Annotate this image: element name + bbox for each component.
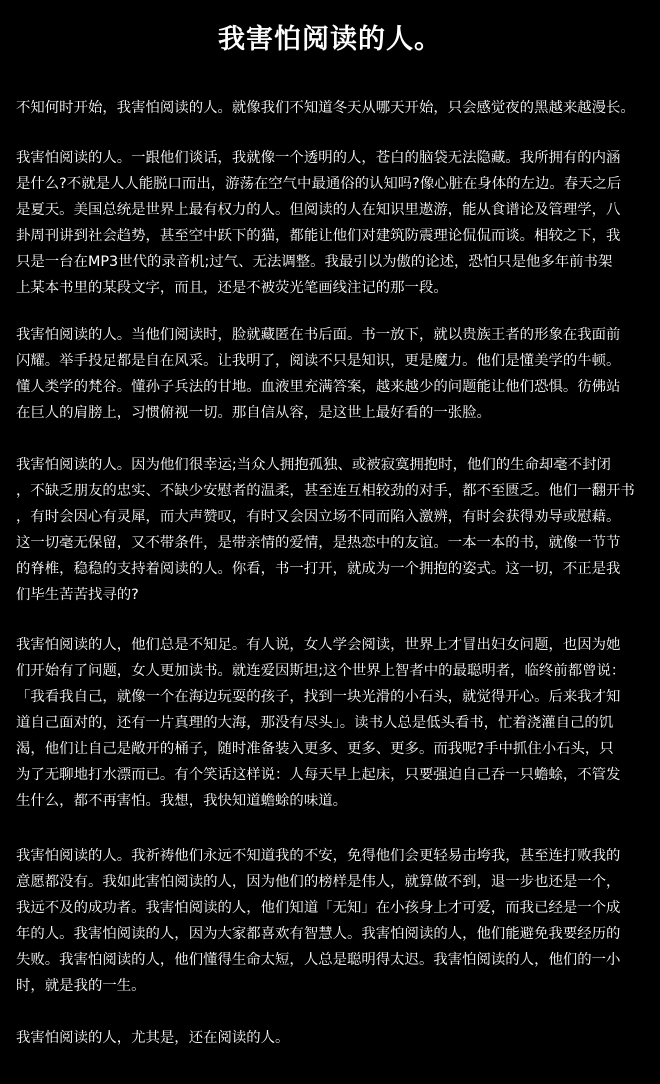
text-line: 们毕生苦苦找寻的? (16, 587, 139, 603)
text-line: 年的人。我害怕阅读的人，因为大家都喜欢有智慧人。我害怕阅读的人，他们能避免我要经历的 (16, 926, 621, 942)
text-line: 「我看我自己，就像一个在海边玩耍的孩子，找到一块光滑的小石头，就觉得开心。后来我才知 (16, 689, 621, 705)
text-line: 道自己面对的，还有一片真理的大海，那没有尽头」。读书人总是低头看书，忙着浇灌自己的饥 (16, 715, 614, 731)
text-line: 上某本书里的某段文字，而且，还是不被荧光笔画线注记的那一段。 (16, 280, 448, 296)
article-title: 我害怕阅读的人。 (218, 24, 442, 55)
text-line: 渴，他们让自己是敞开的桶子，随时准备装入更多、更多、更多。而我呢?手中抓住小石头，只 (16, 741, 614, 757)
text-line: 卦周刊讲到社会趋势，甚至空中跃下的猫，都能让他们对建筑防震理论侃侃而谈。相较之下，我 (16, 228, 621, 244)
text-line: 生什么，都不再害怕。我想，我快知道蟾蜍的味道。 (16, 793, 347, 809)
text-line: 懂人类学的梵谷。懂孙子兵法的甘地。血液里充满答案，越来越少的问题能让他们恐惧。彷佛站 (16, 379, 621, 395)
paragraph-1 (16, 95, 648, 121)
text-line: 失败。我害怕阅读的人，他们懂得生命太短，人总是聪明得太迟。我害怕阅读的人，他们的一小 (16, 952, 621, 968)
text-line: 我远不及的成功者。我害怕阅读的人，他们知道「无知」在小孩身上才可爱，而我已经是一个成 (16, 900, 621, 916)
text-line: 为了无聊地打水漂而已。有个笑话这样说：人每天早上起床，只要强迫自己吞一只蟾蜍，不管发 (16, 767, 621, 783)
text-line: 在巨人的肩膀上，习惯俯视一切。那自信从容，是这世上最好看的一张脸。 (16, 405, 491, 421)
text-line: 这一切毫无保留，又不带条件，是带亲情的爱情，是热恋中的友谊。一本一本的书，就像一节节 (16, 535, 621, 551)
paragraph-7 (16, 1025, 648, 1051)
paragraph-5 (16, 632, 648, 814)
text-line: 不知何时开始，我害怕阅读的人。就像我们不知道冬天从哪天开始，只会感觉夜的黑越来越漫长。 (16, 100, 635, 116)
text-line: 我害怕阅读的人，尤其是，还在阅读的人。 (16, 1030, 290, 1046)
text-line: 是夏天。美国总统是世界上最有权力的人。但阅读的人在知识里遨游，能从食谱论及管理学，八 (16, 202, 621, 218)
text-line: ，有时会因心有灵犀，而大声赞叹，有时又会因立场不同而陷入激辨，有时会获得劝导或慰藉。 (16, 509, 621, 525)
text-line: 们开始有了问题，女人更加读书。就连爱因斯坦;这个世界上智者中的最聪明者，临终前都曾说： (16, 663, 626, 679)
paragraph-2 (16, 145, 648, 301)
text-line: 是什么?不就是人人能脱口而出，游荡在空气中最通俗的认知吗?像心脏在身体的左边。春天之后 (16, 176, 622, 192)
text-line: 只是一台在MP3世代的录音机;过气、无法调整。我最引以为傲的论述，恐怕只是他多年前书架 (16, 254, 613, 270)
text-line: 闪耀。举手投足都是自在风采。让我明了，阅读不只是知识，更是魔力。他们是懂美学的牛顿。 (16, 353, 621, 369)
text-line: 我害怕阅读的人。因为他们很幸运;当众人拥抱孤独、或被寂寞拥抱时，他们的生命却毫不封闭 (16, 457, 611, 473)
text-line: 意愿都没有。我如此害怕阅读的人，因为他们的榜样是伟人，就算做不到，退一步也还是一个， (16, 874, 621, 890)
text-line: 我害怕阅读的人。我祈祷他们永远不知道我的不安，免得他们会更轻易击垮我，甚至连打败我的 (16, 848, 621, 864)
text-line: 我害怕阅读的人。当他们阅读时，脸就藏匿在书后面。书一放下，就以贵族王者的形象在我面前 (16, 327, 621, 343)
text-line: 时，就是我的一生。 (16, 978, 146, 994)
text-line: ，不缺乏朋友的忠实、不缺少安慰者的温柔，甚至连互相较劲的对手，都不至匮乏。他们一翻开书 (16, 483, 635, 499)
paragraph-3 (16, 322, 648, 426)
paragraph-4 (16, 452, 648, 608)
text-line: 我害怕阅读的人。一跟他们谈话，我就像一个透明的人，苍白的脑袋无法隐藏。我所拥有的内涵 (16, 150, 621, 166)
text-line: 的脊椎，稳稳的支持着阅读的人。你看，书一打开，就成为一个拥抱的姿式。这一切，不正是我 (16, 561, 621, 577)
paragraph-6 (16, 843, 648, 999)
text-line: 我害怕阅读的人，他们总是不知足。有人说，女人学会阅读，世界上才冒出妇女问题，也因为她 (16, 637, 621, 653)
